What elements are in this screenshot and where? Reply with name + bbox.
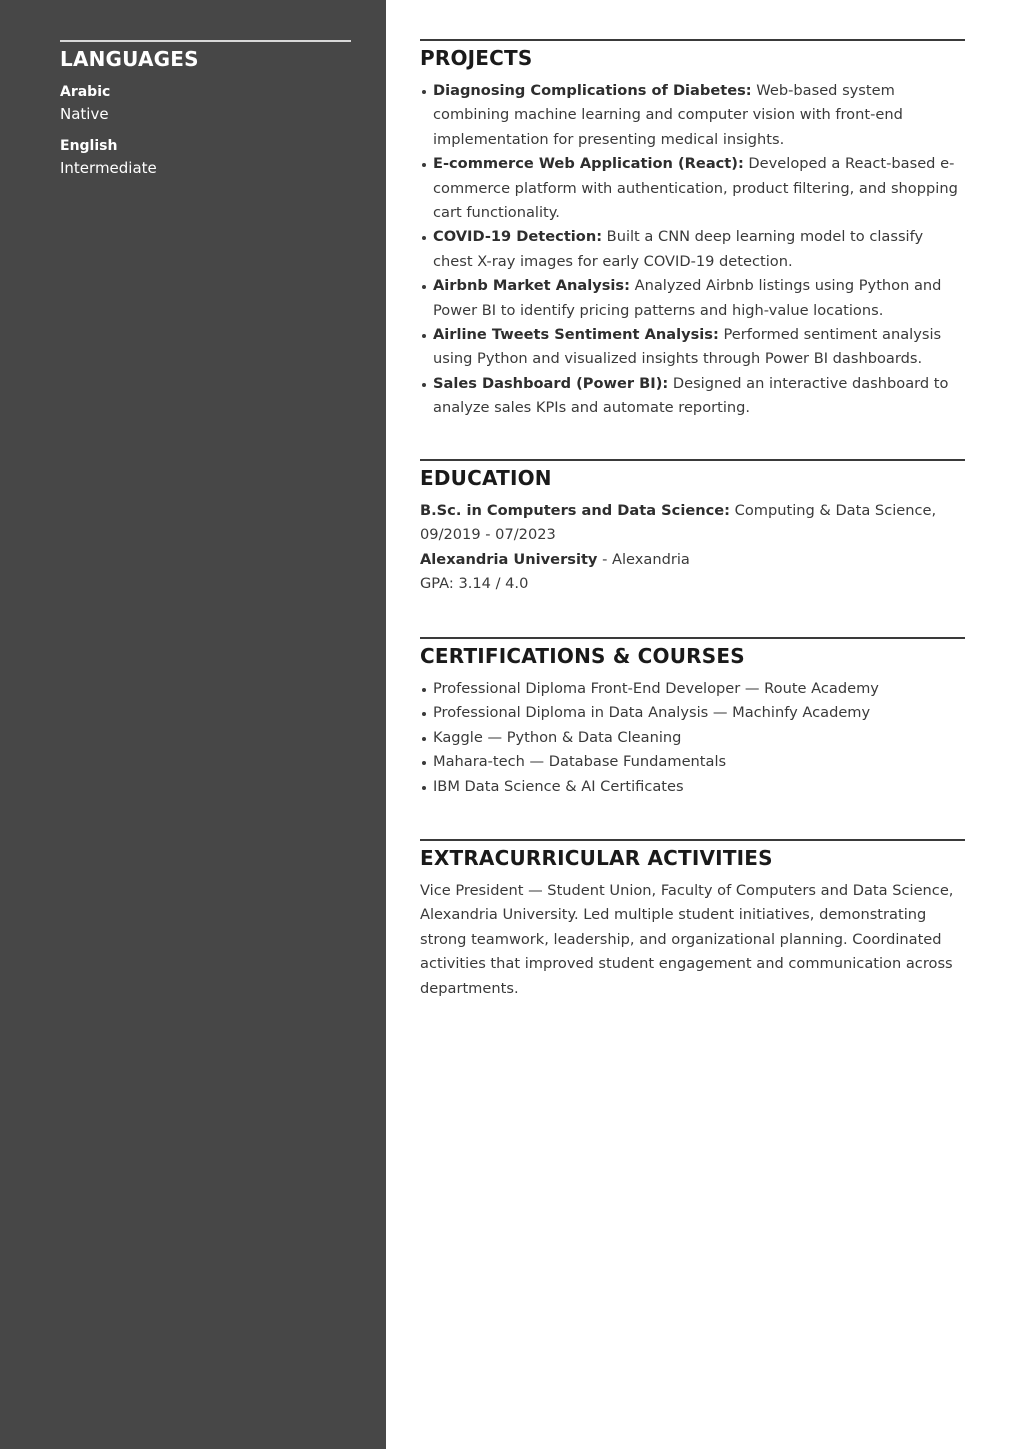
project-item	[420, 79, 965, 152]
certification-item: Mahara-tech — Database Fundamentals	[420, 750, 965, 774]
project-description: Built a CNN deep learning model to classify chest X-ray images for early COVID-19 detection.	[433, 228, 924, 270]
project-name: COVID-19 Detection:	[433, 228, 603, 246]
degree-detail: Computing & Data Science, 09/2019 - 07/2023	[420, 502, 937, 544]
language-name: Arabic	[60, 84, 111, 100]
certification-item: Kaggle — Python & Data Cleaning	[420, 726, 965, 750]
project-item	[420, 274, 965, 323]
sidebar	[0, 0, 386, 1449]
gpa: GPA: 3.14 / 4.0	[420, 575, 529, 593]
education-heading: EDUCATION	[420, 466, 552, 490]
project-item	[420, 372, 965, 421]
extracurricular-section	[420, 839, 965, 1001]
language-level: Intermediate	[60, 159, 157, 177]
degree-name: B.Sc. in Computers and Data Science:	[420, 502, 731, 519]
education-entry	[420, 499, 965, 597]
section-divider	[420, 637, 965, 639]
section-divider	[420, 39, 965, 41]
project-description: Web-based system combining machine learning and computer vision with front-end implementation for presenting medical insights.	[433, 82, 903, 148]
project-description: Developed a React-based e-commerce platform with authentication, product filtering, and shopping cart functionality.	[433, 155, 958, 222]
projects-list	[420, 79, 965, 421]
certification-item: IBM Data Science & AI Certificates	[420, 775, 965, 799]
language-level: Native	[60, 105, 109, 123]
certification-item: Professional Diploma in Data Analysis — Machinfy Academy	[420, 701, 965, 725]
project-description: Performed sentiment analysis using Python and visualized insights through Power BI dashboards.	[433, 326, 942, 368]
certifications-list	[420, 677, 965, 799]
project-item	[420, 152, 965, 225]
projects-heading: PROJECTS	[420, 46, 533, 70]
projects-section	[420, 39, 965, 421]
project-name: Sales Dashboard (Power BI):	[433, 374, 669, 392]
language-item	[60, 82, 351, 127]
extracurricular-heading: EXTRACURRICULAR ACTIVITIES	[420, 846, 773, 870]
project-name: Airline Tweets Sentiment Analysis:	[433, 326, 719, 344]
certification-item: Professional Diploma Front-End Developer — Route Academy	[420, 677, 965, 701]
project-name: Diagnosing Complications of Diabetes:	[433, 82, 752, 99]
project-item	[420, 225, 965, 274]
institution-name: Alexandria University	[420, 550, 598, 568]
institution-line	[420, 548, 965, 572]
project-description: Analyzed Airbnb listings using Python and Power BI to identify pricing patterns and high-value locations.	[433, 277, 942, 319]
languages-heading: LANGUAGES	[60, 47, 199, 71]
certifications-section	[420, 637, 965, 799]
section-divider	[420, 459, 965, 461]
languages-section	[60, 40, 351, 181]
degree-line	[420, 499, 965, 548]
section-divider	[60, 40, 351, 42]
certifications-heading: CERTIFICATIONS & COURSES	[420, 644, 745, 668]
project-name: E-commerce Web Application (React):	[433, 155, 744, 173]
language-name: English	[60, 138, 118, 154]
project-description: Designed an interactive dashboard to analyze sales KPIs and automate reporting.	[433, 374, 949, 417]
language-item	[60, 136, 351, 181]
institution-location: - Alexandria	[597, 550, 690, 568]
education-section	[420, 459, 965, 597]
extracurricular-text: Vice President — Student Union, Faculty of Computers and Data Science, Alexandria University. Led multiple student initiatives, demonstrating strong teamwork, leadership, and organizational planning. Coordinated activities that improved student engagement and communication across departments.	[420, 882, 954, 997]
project-item	[420, 323, 965, 372]
project-name: Airbnb Market Analysis:	[433, 277, 630, 295]
section-divider	[420, 839, 965, 841]
